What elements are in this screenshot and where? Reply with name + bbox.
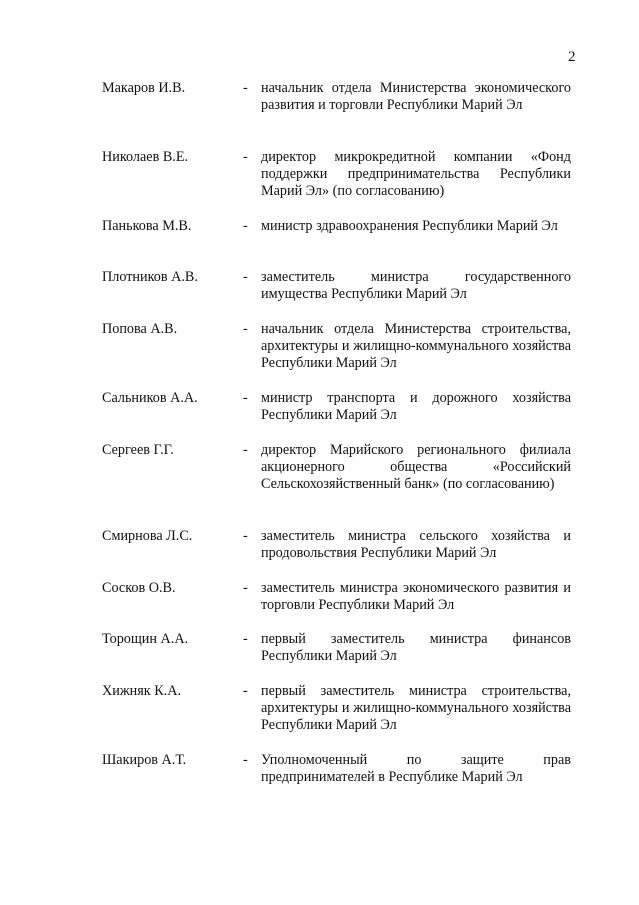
dash-separator: - — [243, 752, 248, 768]
dash-separator: - — [243, 528, 248, 544]
member-role: первый заместитель министра финансов Республики Марий Эл — [261, 631, 571, 665]
member-name: Плотников А.В. — [102, 269, 198, 285]
member-name: Попова А.В. — [102, 321, 178, 337]
dash-separator: - — [243, 149, 248, 165]
member-role: заместитель министра экономического развития и торговли Республики Марий Эл — [261, 580, 571, 614]
dash-separator: - — [243, 631, 248, 647]
page-number: 2 — [568, 49, 576, 65]
member-name: Торощин А.А. — [102, 631, 189, 647]
member-name: Сальников А.А. — [102, 390, 198, 406]
member-role: начальник отдела Министерства строительства, архитектуры и жилищно-коммунального хозяйства Республики Марий Эл — [261, 321, 571, 372]
member-name: Сергеев Г.Г. — [102, 442, 174, 458]
dash-separator: - — [243, 442, 248, 458]
member-role: директор микрокредитной компании «Фонд поддержки предпринимательства Республики Марий Эл» (по согласованию) — [261, 149, 571, 200]
member-name: Смирнова Л.С. — [102, 528, 193, 544]
member-role: заместитель министра сельского хозяйства и продовольствия Республики Марий Эл — [261, 528, 571, 562]
member-name: Макаров И.В. — [102, 80, 186, 96]
dash-separator: - — [243, 683, 248, 699]
member-name: Шакиров А.Т. — [102, 752, 187, 768]
member-role: заместитель министра государственного имущества Республики Марий Эл — [261, 269, 571, 303]
member-role: министр транспорта и дорожного хозяйства Республики Марий Эл — [261, 390, 571, 424]
dash-separator: - — [243, 580, 248, 596]
member-role: директор Марийского регионального филиала акционерного общества «Российский Сельскохозяйственный банк» (по согласованию) — [261, 442, 571, 493]
member-name: Панькова М.В. — [102, 218, 192, 234]
member-role: министр здравоохранения Республики Марий Эл — [261, 218, 558, 234]
member-name: Сосков О.В. — [102, 580, 176, 596]
dash-separator: - — [243, 390, 248, 406]
member-name: Хижняк К.А. — [102, 683, 182, 699]
dash-separator: - — [243, 218, 248, 234]
member-role: начальник отдела Министерства экономического развития и торговли Республики Марий Эл — [261, 80, 571, 114]
member-role: первый заместитель министра строительства, архитектуры и жилищно-коммунального хозяйства Республики Марий Эл — [261, 683, 571, 734]
dash-separator: - — [243, 269, 248, 285]
dash-separator: - — [243, 321, 248, 337]
member-name: Николаев В.Е. — [102, 149, 189, 165]
dash-separator: - — [243, 80, 248, 96]
member-role: Уполномоченный по защите прав предпринимателей в Республике Марий Эл — [261, 752, 571, 786]
